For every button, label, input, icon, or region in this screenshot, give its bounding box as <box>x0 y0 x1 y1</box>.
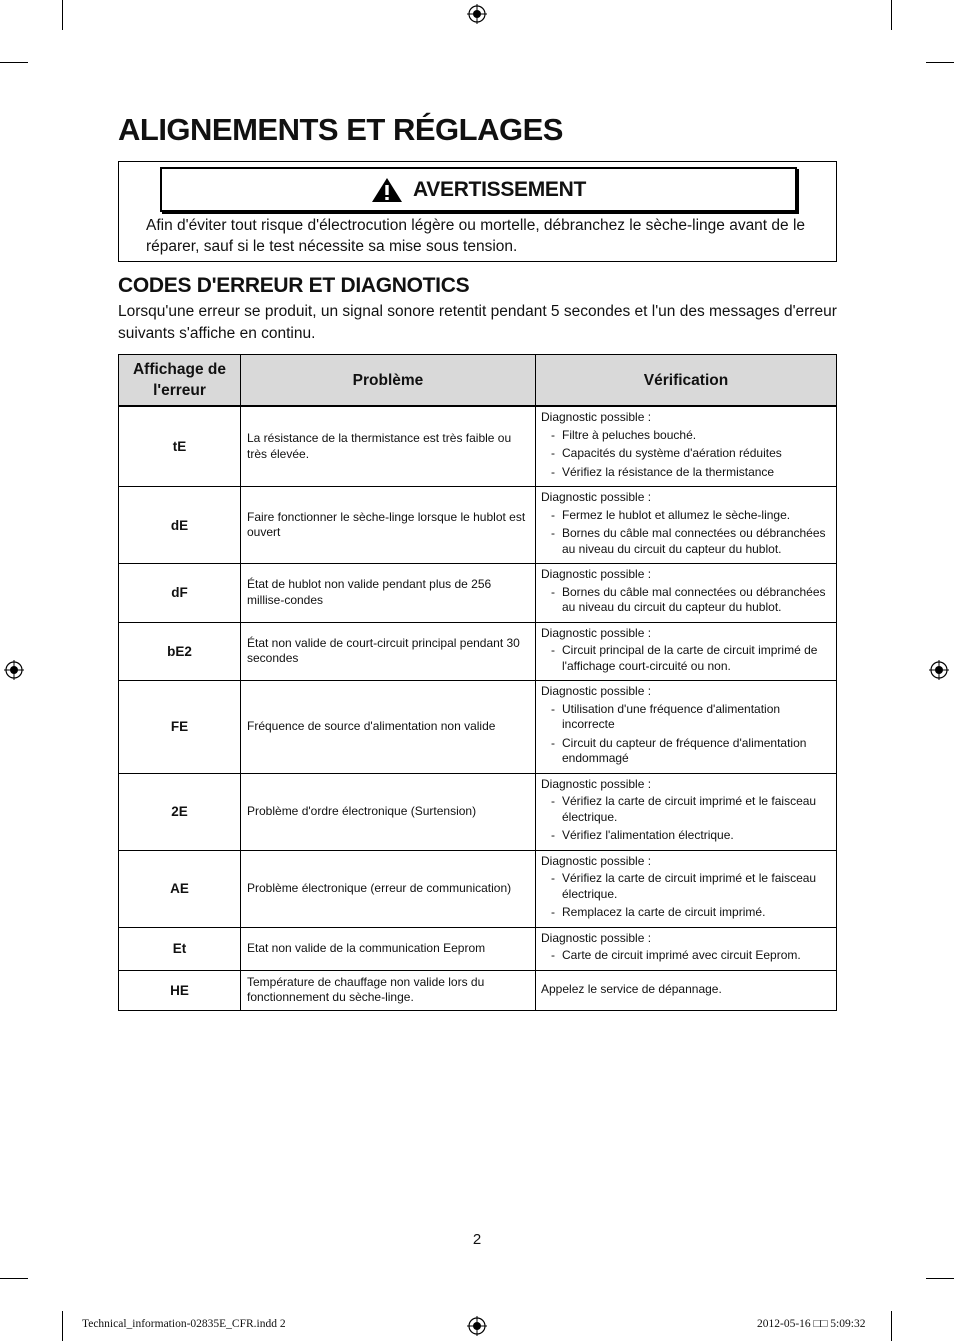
check-text: Vérifiez la carte de circuit imprimé et le faisceau électrique. <box>562 794 817 824</box>
problem-description: Etat non valide de la communication Eeprom <box>241 927 536 970</box>
column-header: Vérification <box>536 355 837 407</box>
verification-heading: Diagnostic possible : <box>541 410 652 424</box>
list-item: - Vérifiez la carte de circuit imprimé et le faisceau électrique. <box>551 871 817 901</box>
check-text: Bornes du câble mal connectées ou débranchées au niveau du circuit du capteur du hublot. <box>562 526 826 556</box>
table-row <box>119 681 837 774</box>
crop-mark <box>891 0 892 30</box>
check-text: Fermez le hublot et allumez le sèche-linge. <box>562 507 791 522</box>
list-item: - Filtre à peluches bouché. <box>551 427 697 442</box>
table-header-row <box>119 355 837 407</box>
check-list <box>541 428 831 481</box>
crop-mark <box>926 62 954 63</box>
footer-filename: Technical_information-02835E_CFR.indd 2 <box>82 1318 286 1330</box>
error-code: bE2 <box>119 622 241 681</box>
check-list <box>541 794 831 844</box>
error-code: AE <box>119 850 241 927</box>
footer-timestamp: 2012-05-16 □□ 5:09:32 <box>757 1318 866 1330</box>
warning-label: AVERTISSEMENT <box>412 177 587 201</box>
warning-text: Afin d'éviter tout risque d'électrocution légère ou mortelle, débranchez le sèche-linge avant de le réparer, sauf si le test nécessite sa mise sous tension. <box>146 217 806 255</box>
error-code: Et <box>119 927 241 970</box>
verification-cell <box>536 850 837 927</box>
crop-mark <box>62 0 63 30</box>
check-list <box>541 702 831 767</box>
check-text: Circuit principal de la carte de circuit imprimé de l'affichage court-circuité ou non. <box>562 643 818 673</box>
registration-mark-icon <box>467 1316 487 1336</box>
registration-mark-icon <box>467 4 487 24</box>
verification-heading: Diagnostic possible : <box>541 490 652 504</box>
check-text: Circuit du capteur de fréquence d'alimentation endommagé <box>562 735 807 765</box>
table-row <box>119 927 837 970</box>
table-row <box>119 622 837 681</box>
list-item: - Circuit principal de la carte de circuit imprimé de l'affichage court-circuité ou non. <box>551 643 818 673</box>
section-intro: Lorsqu'une erreur se produit, un signal sonore retentit pendant 5 secondes et l'un des messages d'erreur suivants s'affiche en continu. <box>118 303 837 342</box>
check-text: Filtre à peluches bouché. <box>562 427 697 442</box>
check-text: Bornes du câble mal connectées ou débranchées au niveau du circuit du capteur du hublot. <box>562 584 826 614</box>
verification-cell <box>536 773 837 850</box>
problem-description: État non valide de court-circuit principal pendant 30 secondes <box>241 622 536 681</box>
problem-description: Problème d'ordre électronique (Surtension) <box>241 773 536 850</box>
check-list <box>541 508 831 558</box>
check-text: Vérifiez la carte de circuit imprimé et le faisceau électrique. <box>562 871 817 901</box>
problem-description: Problème électronique (erreur de communication) <box>241 850 536 927</box>
list-item: - Bornes du câble mal connectées ou débranchées au niveau du circuit du capteur du hublot. <box>551 526 826 556</box>
verification-cell <box>536 927 837 970</box>
error-code: dE <box>119 487 241 564</box>
verification-heading: Diagnostic possible : <box>541 684 652 698</box>
check-list <box>541 948 831 964</box>
warning-box <box>118 161 837 262</box>
check-list <box>541 871 831 921</box>
error-codes-table <box>118 354 837 1011</box>
error-code: 2E <box>119 773 241 850</box>
verification-heading: Appelez le service de dépannage. <box>541 982 722 997</box>
error-code: HE <box>119 970 241 1010</box>
crop-mark <box>0 62 28 63</box>
table-row <box>119 850 837 927</box>
list-item: - Capacités du système d'aération réduites <box>551 446 782 460</box>
error-code: FE <box>119 681 241 774</box>
check-list <box>541 643 831 674</box>
column-header: Affichage de l'erreur <box>119 355 241 407</box>
list-item: - Vérifiez la résistance de la thermistance <box>551 464 775 479</box>
verification-heading: Diagnostic possible : <box>541 776 652 791</box>
list-item: - Bornes du câble mal connectées ou débranchées au niveau du circuit du capteur du hublot. <box>551 584 826 614</box>
check-text: Remplacez la carte de circuit imprimé. <box>562 905 766 919</box>
list-item: - Circuit du capteur de fréquence d'alimentation endommagé <box>551 735 807 765</box>
table-row <box>119 970 837 1010</box>
check-text: Vérifiez l'alimentation électrique. <box>562 828 734 842</box>
verification-cell <box>536 564 837 623</box>
list-item: - Vérifiez la carte de circuit imprimé et le faisceau électrique. <box>551 794 817 824</box>
warning-triangle-icon <box>371 177 403 203</box>
crop-mark <box>891 1311 892 1341</box>
verification-cell <box>536 487 837 564</box>
crop-mark <box>0 1278 28 1279</box>
verification-heading: Diagnostic possible : <box>541 930 652 945</box>
problem-description: Faire fonctionner le sèche-linge lorsque le hublot est ouvert <box>241 487 536 564</box>
problem-description: État de hublot non valide pendant plus de 256 millise-condes <box>241 564 536 623</box>
check-text: Utilisation d'une fréquence d'alimentation incorrecte <box>562 701 781 731</box>
problem-description: Fréquence de source d'alimentation non valide <box>241 681 536 774</box>
list-item: - Utilisation d'une fréquence d'alimentation incorrecte <box>551 701 781 731</box>
table-row <box>119 487 837 564</box>
verification-heading: Diagnostic possible : <box>541 625 652 640</box>
list-item: - Fermez le hublot et allumez le sèche-linge. <box>551 507 791 522</box>
table-row <box>119 564 837 623</box>
list-item: - Vérifiez l'alimentation électrique. <box>551 828 734 842</box>
table-row <box>119 406 837 487</box>
verification-heading: Diagnostic possible : <box>541 567 652 581</box>
verification-cell <box>536 970 837 1010</box>
verification-cell <box>536 622 837 681</box>
error-code: tE <box>119 406 241 487</box>
check-text: Vérifiez la résistance de la thermistance <box>562 464 775 479</box>
crop-mark <box>926 1278 954 1279</box>
error-code: dF <box>119 564 241 623</box>
warning-header <box>160 167 797 212</box>
verification-heading: Diagnostic possible : <box>541 853 652 868</box>
verification-cell <box>536 406 837 487</box>
table-row <box>119 773 837 850</box>
problem-description: Température de chauffage non valide lors du fonctionnement du sèche-linge. <box>241 970 536 1010</box>
check-text: Capacités du système d'aération réduites <box>562 446 782 460</box>
check-list <box>541 585 831 616</box>
page-number: 2 <box>472 1231 482 1248</box>
list-item: - Remplacez la carte de circuit imprimé. <box>551 905 766 919</box>
problem-description: La résistance de la thermistance est très faible ou très élevée. <box>241 406 536 487</box>
column-header: Problème <box>241 355 536 407</box>
check-text: Carte de circuit imprimé avec circuit Eeprom. <box>562 948 801 962</box>
verification-cell <box>536 681 837 774</box>
list-item: - Carte de circuit imprimé avec circuit Eeprom. <box>551 948 801 962</box>
section-title: CODES D'ERREUR ET DIAGNOTICS <box>118 274 470 297</box>
page-title: ALIGNEMENTS ET RÉGLAGES <box>118 112 563 147</box>
registration-mark-icon <box>4 660 24 680</box>
crop-mark <box>62 1311 63 1341</box>
registration-mark-icon <box>929 660 949 680</box>
